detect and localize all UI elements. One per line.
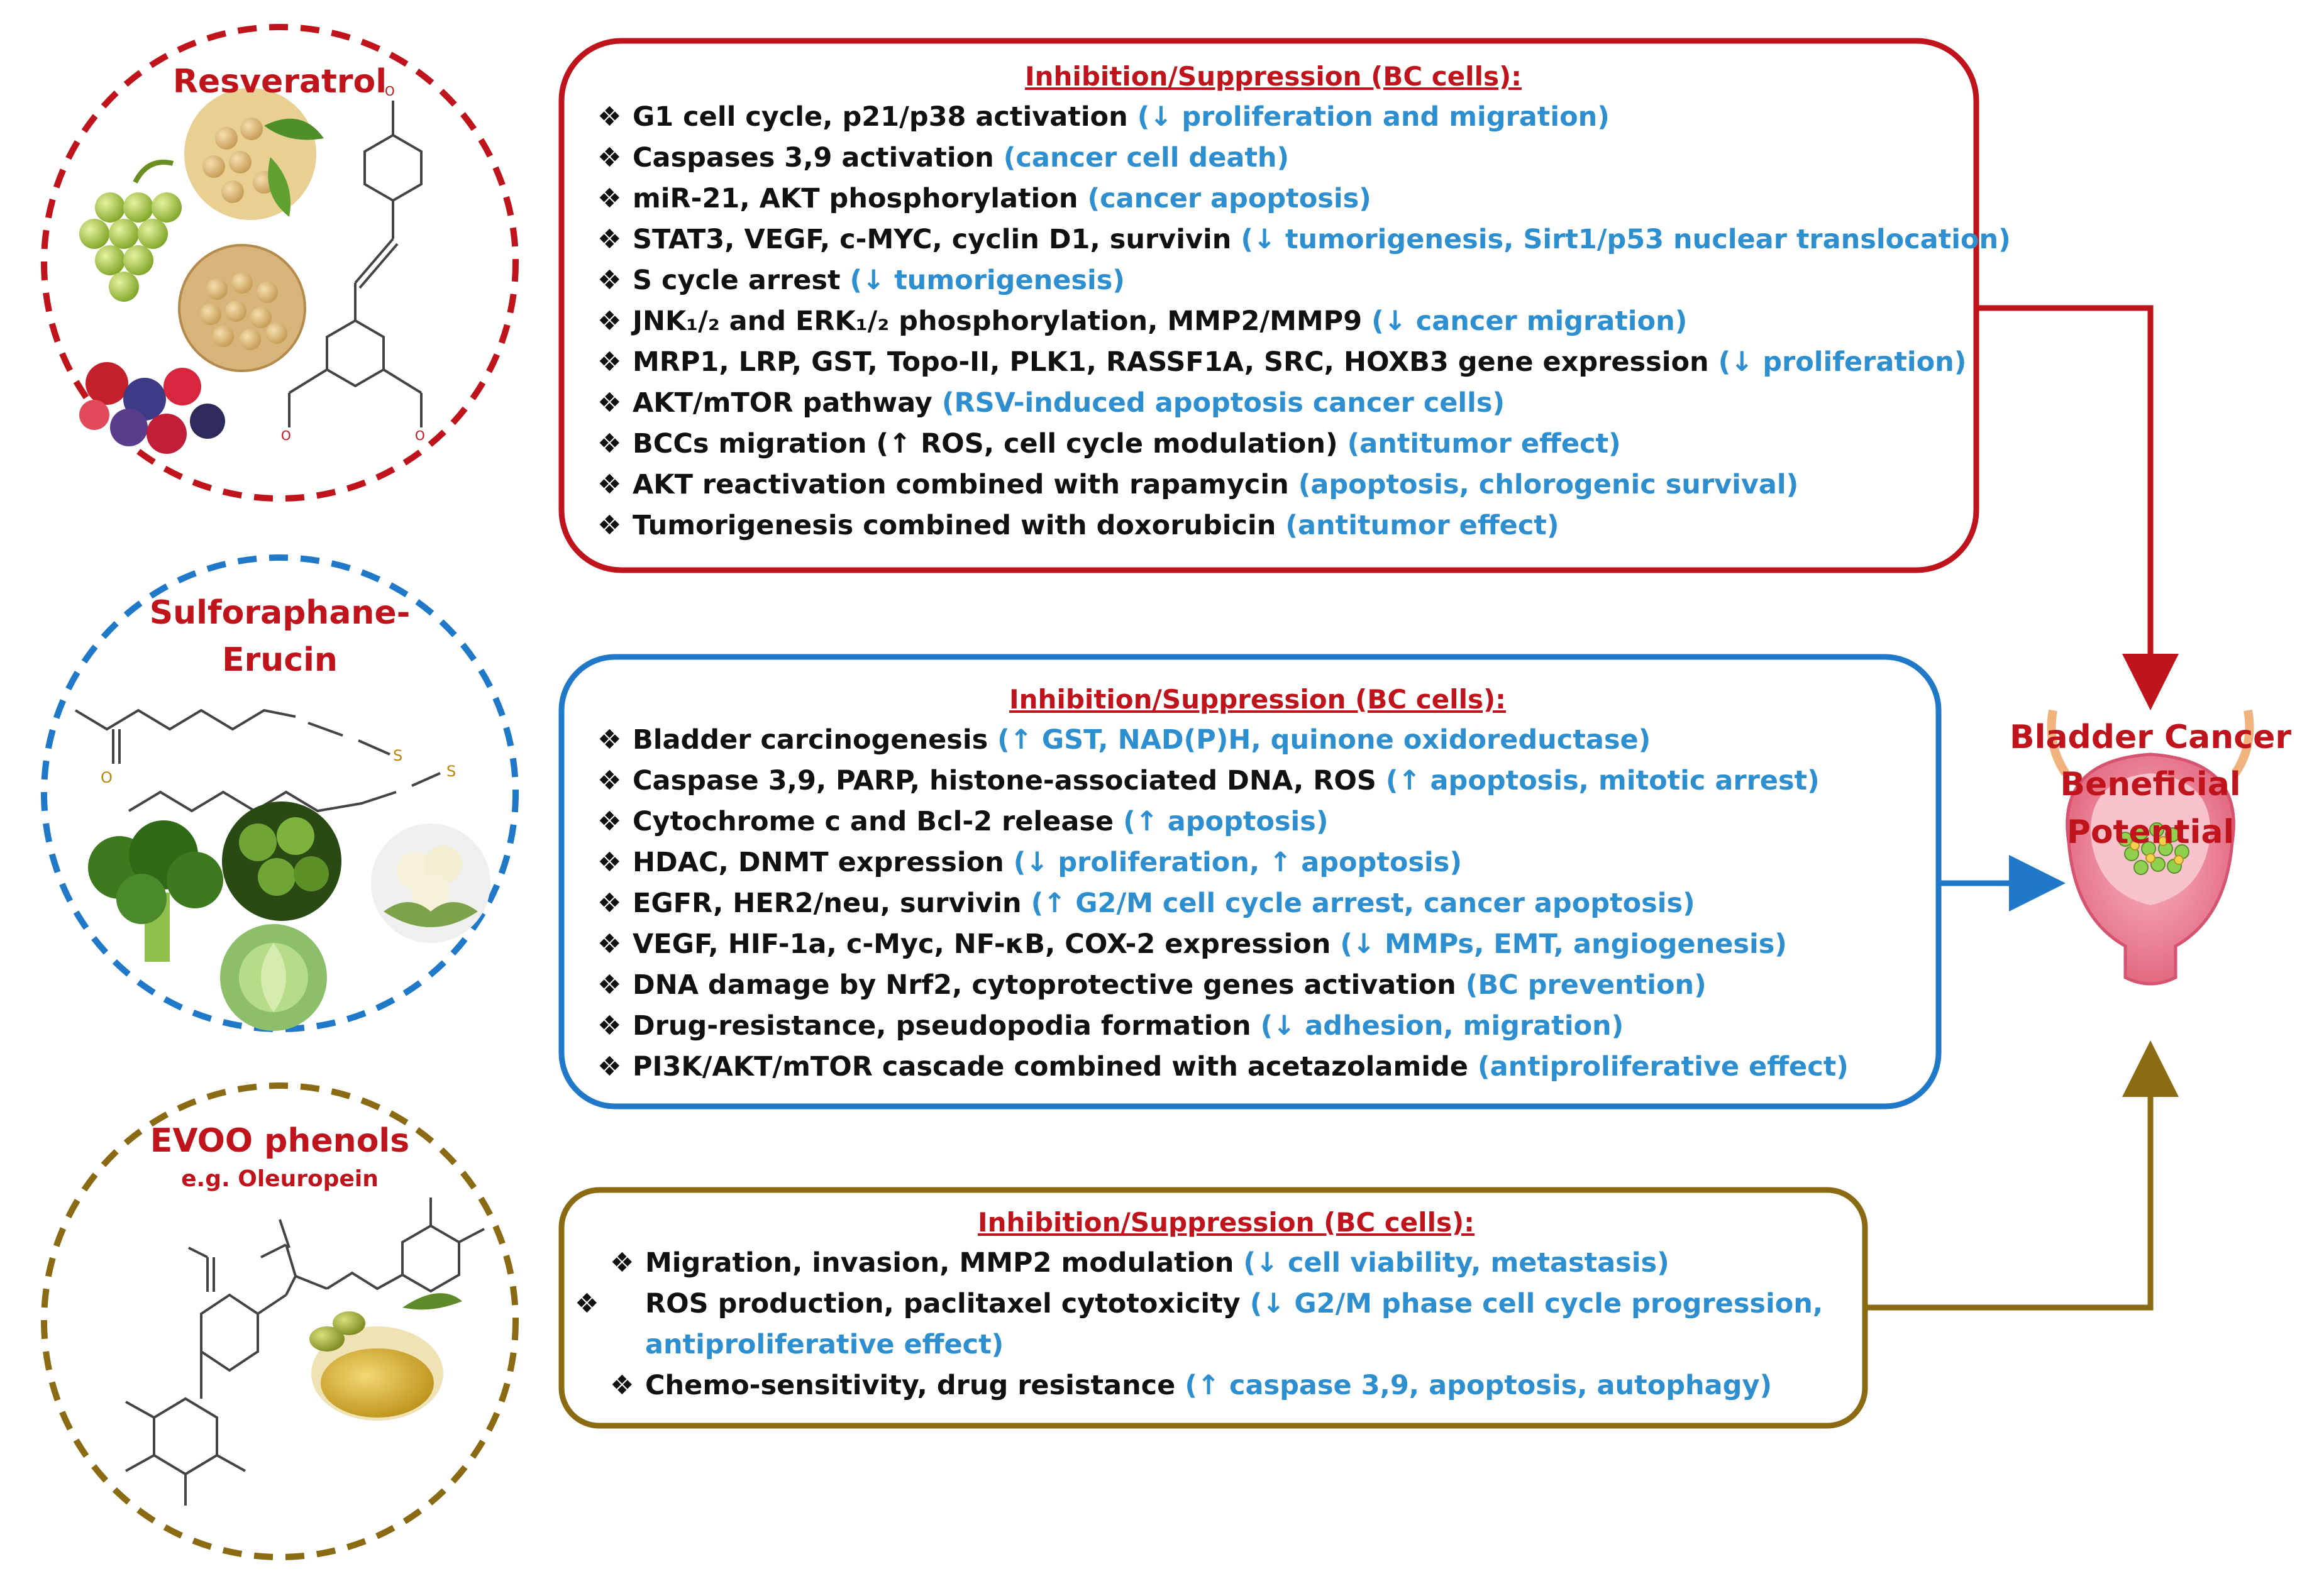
panel-heading: Inhibition/Suppression (BC cells): bbox=[1025, 61, 1522, 92]
effect-list bbox=[575, 1243, 1842, 1406]
bullet-icon: ❖ bbox=[597, 724, 622, 756]
bullet-icon: ❖ bbox=[575, 1288, 599, 1319]
bullet-icon: ❖ bbox=[597, 469, 622, 500]
effect-outcome: (cancer cell death) bbox=[1003, 142, 1290, 173]
effect-target: BCCs migration (↑ ROS, cell cycle modulation) bbox=[633, 428, 1338, 460]
resveratrol-oh-label: O bbox=[415, 428, 425, 443]
evoo-subtitle: e.g. Oleuropein bbox=[181, 1166, 379, 1192]
effect-target: STAT3, VEGF, c-MYC, cyclin D1, survivin bbox=[633, 224, 1232, 255]
bullet-icon: ❖ bbox=[597, 1051, 622, 1082]
effect-target: JNK₁/₂ and ERK₁/₂ phosphorylation, MMP2/MMP9 bbox=[633, 306, 1363, 337]
effect-outcome: (RSV-induced apoptosis cancer cells) bbox=[941, 387, 1505, 419]
bullet-icon: ❖ bbox=[597, 806, 622, 837]
bullet-icon: ❖ bbox=[597, 387, 622, 419]
bullet-icon: ❖ bbox=[597, 765, 622, 796]
effect-item bbox=[597, 424, 1949, 465]
bullet-icon: ❖ bbox=[597, 183, 622, 214]
effect-target: AKT/mTOR pathway bbox=[633, 387, 932, 419]
evoo-panel-content bbox=[575, 1204, 1842, 1406]
outcome-title-line-2: Beneficial Potential bbox=[2060, 766, 2241, 851]
effect-target: Tumorigenesis combined with doxorubicin bbox=[633, 510, 1276, 541]
effect-target: Caspase 3,9, PARP, histone-associated DNA, ROS bbox=[633, 765, 1376, 796]
bullet-icon: ❖ bbox=[597, 265, 622, 296]
effect-item bbox=[597, 179, 1949, 219]
effect-item bbox=[610, 1365, 1842, 1406]
effect-item bbox=[597, 842, 1918, 883]
effect-outcome: (↓ proliferation, ↑ apoptosis) bbox=[1013, 847, 1463, 878]
effect-item bbox=[597, 342, 1967, 383]
bullet-icon: ❖ bbox=[597, 969, 622, 1001]
bullet-icon: ❖ bbox=[597, 928, 622, 960]
effect-item bbox=[597, 720, 1918, 761]
effect-outcome: (antiproliferative effect) bbox=[1477, 1051, 1849, 1082]
effect-item bbox=[597, 383, 1949, 424]
effect-outcome: (BC prevention) bbox=[1465, 969, 1707, 1001]
effect-outcome: (↓ tumorigenesis, Sirt1/p53 nuclear translocation) bbox=[1241, 224, 2011, 255]
effect-target: EGFR, HER2/neu, survivin bbox=[633, 888, 1022, 919]
soybeans-bowl-illustration bbox=[179, 245, 305, 371]
bullet-icon: ❖ bbox=[610, 1370, 634, 1401]
effect-target: Bladder carcinogenesis bbox=[633, 724, 988, 756]
evoo-to-outcome-arrow bbox=[1865, 1069, 2150, 1308]
effect-outcome: (cancer apoptosis) bbox=[1087, 183, 1371, 214]
effect-outcome: (↑ apoptosis) bbox=[1123, 806, 1329, 837]
effect-outcome: (antitumor effect) bbox=[1347, 428, 1621, 460]
effect-item bbox=[597, 965, 1918, 1006]
sulforaphane-structure-s-label: S bbox=[393, 747, 403, 764]
effect-list bbox=[597, 720, 1918, 1088]
effect-target: Cytochrome c and Bcl-2 release bbox=[633, 806, 1114, 837]
bullet-icon: ❖ bbox=[597, 888, 622, 919]
effect-outcome: (↓ tumorigenesis) bbox=[849, 265, 1125, 296]
bullet-icon: ❖ bbox=[597, 306, 622, 337]
erucin-structure-s-label: S bbox=[446, 763, 456, 780]
cauliflower-illustration bbox=[371, 823, 490, 943]
effect-item bbox=[597, 1006, 1918, 1047]
effect-item bbox=[575, 1284, 1842, 1365]
effect-target: S cycle arrest bbox=[633, 265, 841, 296]
effect-outcome: (↓ G2/M phase cell cycle progression, antiproliferative effect) bbox=[645, 1288, 1823, 1360]
effect-target: VEGF, HIF-1a, c-Myc, NF-κB, COX-2 expression bbox=[633, 928, 1331, 960]
effect-item bbox=[597, 301, 1949, 342]
panel-heading: Inhibition/Suppression (BC cells): bbox=[1009, 684, 1506, 715]
effect-outcome: (apoptosis, chlorogenic survival) bbox=[1298, 469, 1799, 500]
resveratrol-panel-content bbox=[597, 58, 2011, 546]
bullet-icon: ❖ bbox=[597, 142, 622, 173]
resveratrol-title: Resveratrol bbox=[172, 63, 387, 101]
outcome-title-line-1: Bladder Cancer bbox=[2009, 719, 2292, 756]
effect-target: Caspases 3,9 activation bbox=[633, 142, 994, 173]
effect-target: DNA damage by Nrf2, cytoprotective genes activation bbox=[633, 969, 1456, 1001]
effect-target: Drug-resistance, pseudopodia formation bbox=[633, 1010, 1251, 1042]
effect-outcome: (↑ apoptosis, mitotic arrest) bbox=[1385, 765, 1820, 796]
sulforaphane-title-line-1: Sulforaphane- bbox=[149, 594, 411, 632]
bullet-icon: ❖ bbox=[610, 1247, 634, 1279]
bullet-icon: ❖ bbox=[597, 101, 622, 133]
evoo-title: EVOO phenols bbox=[150, 1122, 410, 1160]
sulforaphane-structure-s-label: O bbox=[101, 769, 113, 786]
resveratrol-to-outcome-arrow bbox=[1976, 308, 2150, 682]
bullet-icon: ❖ bbox=[597, 1010, 622, 1042]
effect-outcome: (antitumor effect) bbox=[1285, 510, 1559, 541]
effect-target: Migration, invasion, MMP2 modulation bbox=[645, 1247, 1234, 1279]
effect-item bbox=[597, 761, 1918, 801]
effect-outcome: (↑ G2/M cell cycle arrest, cancer apoptosis) bbox=[1031, 888, 1695, 919]
effect-item bbox=[597, 138, 1949, 179]
effect-target: HDAC, DNMT expression bbox=[633, 847, 1004, 878]
bullet-icon: ❖ bbox=[597, 224, 622, 255]
effect-item bbox=[597, 97, 1949, 138]
bullet-icon: ❖ bbox=[597, 847, 622, 878]
effect-target: miR-21, AKT phosphorylation bbox=[633, 183, 1078, 214]
effect-item bbox=[597, 924, 1918, 965]
effect-outcome: (↑ GST, NAD(P)H, quinone oxidoreductase) bbox=[997, 724, 1651, 756]
sulforaphane-title-line-2: Erucin bbox=[222, 641, 338, 679]
effect-target: AKT reactivation combined with rapamycin bbox=[633, 469, 1289, 500]
effect-target: ROS production, paclitaxel cytotoxicity bbox=[645, 1288, 1241, 1319]
brussels-sprouts-illustration bbox=[222, 801, 341, 921]
effect-outcome: (↓ MMPs, EMT, angiogenesis) bbox=[1340, 928, 1787, 960]
resveratrol-oh-label: O bbox=[281, 428, 291, 443]
effect-item bbox=[597, 1047, 1918, 1088]
effect-outcome: (↓ proliferation and migration) bbox=[1137, 101, 1610, 133]
effect-outcome: (↓ adhesion, migration) bbox=[1260, 1010, 1624, 1042]
cabbage-illustration bbox=[220, 924, 327, 1031]
bullet-icon: ❖ bbox=[597, 346, 622, 378]
effect-item bbox=[597, 505, 1949, 546]
effect-outcome: (↓ cell viability, metastasis) bbox=[1243, 1247, 1669, 1279]
effect-list bbox=[597, 97, 2011, 546]
sulforaphane-panel-content bbox=[597, 681, 1918, 1088]
effect-outcome: (↓ proliferation) bbox=[1718, 346, 1967, 378]
effect-item bbox=[597, 465, 1949, 505]
resveratrol-oh-label: O bbox=[385, 84, 395, 99]
effect-item bbox=[597, 883, 1918, 924]
effect-outcome: (↓ cancer migration) bbox=[1371, 306, 1688, 337]
bullet-icon: ❖ bbox=[597, 510, 622, 541]
effect-target: PI3K/AKT/mTOR cascade combined with acetazolamide bbox=[633, 1051, 1468, 1082]
effect-item bbox=[597, 219, 2011, 260]
effect-target: MRP1, LRP, GST, Topo-II, PLK1, RASSF1A, SRC, HOXB3 gene expression bbox=[633, 346, 1709, 378]
panel-heading: Inhibition/Suppression (BC cells): bbox=[978, 1207, 1475, 1238]
bullet-icon: ❖ bbox=[597, 428, 622, 460]
effect-target: Chemo-sensitivity, drug resistance bbox=[645, 1370, 1176, 1401]
effect-outcome: (↑ caspase 3,9, apoptosis, autophagy) bbox=[1185, 1370, 1773, 1401]
effect-item bbox=[610, 1243, 1842, 1284]
effect-item bbox=[597, 801, 1918, 842]
effect-item bbox=[597, 260, 1949, 301]
effect-target: G1 cell cycle, p21/p38 activation bbox=[633, 101, 1128, 133]
